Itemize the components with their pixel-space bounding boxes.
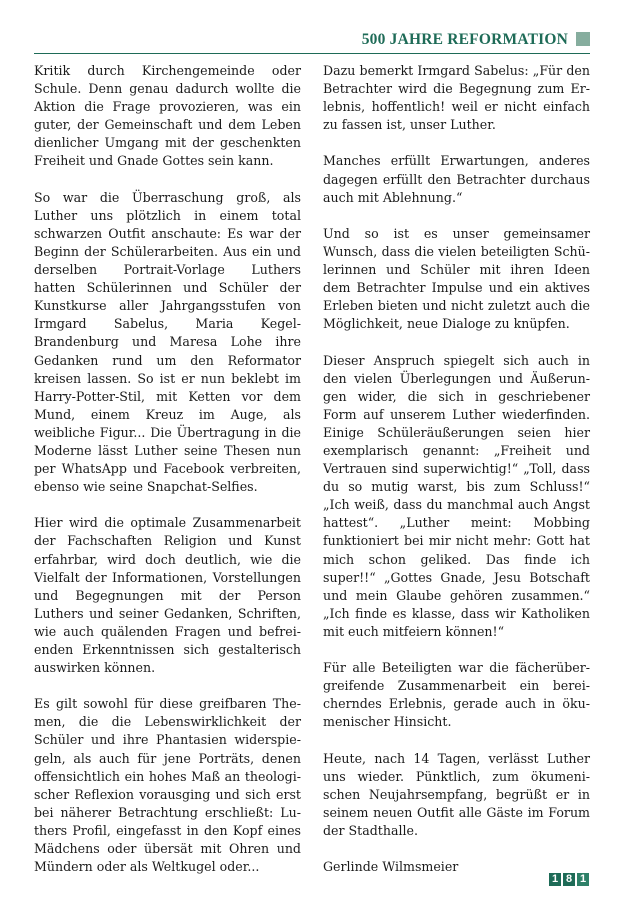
page-number	[549, 873, 589, 886]
left-column	[34, 62, 301, 894]
paragraph: Dieser Anspruch spiegelt sich auch in den vielen Überlegungen und Äußerungen wider, die sich in geschriebener Form auf unserem Luther wiederfinden. Einige Schüleräußerungen seien hier exemplarisch genannt: „Freiheit und Vertrauen sind superwichtig!“ „Toll, dass du so mutig warst, bis zum Schluss!“ „Ich weiß, dass du manchmal auch Angst hattest“. „Luther meint: Mobbing funktioniert bei mir nicht mehr: Gott hat mich schon geliked. Das finde ich super!!“ „Gottes Gnade, Jesu Botschaft und mein Glaube gehören zusammen.“ „Ich finde es klasse, dass wir Katholiken mit euch mitfeiern können!“	[323, 352, 590, 639]
paragraph: Heute, nach 14 Tagen, verlässt Luther uns wieder. Pünktlich, zum ökumenischen Neujahrsempfang, begrüßt er in seinem neuen Outfit alle Gäste im Forum der Stadthalle.	[323, 750, 590, 838]
header-square-decoration	[576, 32, 590, 46]
paragraph: Dazu bemerkt Irmgard Sabelus: „Für den Betrachter wird die Begegnung zum Erlebnis, hoffentlich! weil er nicht einfach zu fassen ist, unser Luther.	[323, 63, 590, 133]
page-number-digit: 1	[577, 873, 589, 886]
paragraph: Hier wird die optimale Zusammenarbeit der Fachschaften Religion und Kunst erfahrbar, wird doch deutlich, wie die Vielfalt der Informationen, Vorstellungen und Begegnungen mit der Person Luthers und seiner Gedanken, Schriften, wie auch quälenden Fragen und befreienden Erkenntnissen sich gestalterisch auswirken können.	[34, 515, 301, 676]
author-signature: Gerlinde Wilmsmeier	[323, 859, 459, 875]
page-header	[34, 26, 590, 54]
paragraph: Und so ist es unser gemeinsamer Wunsch, dass die vielen beteiligten Schülerinnen und Schüler mit ihren Ideen dem Betrachter Impulse und ein aktives Erleben bieten und nicht zuletzt auch die Möglichkeit, neue Dialoge zu knüpfen.	[323, 225, 590, 332]
page-number-digit: 1	[549, 873, 561, 886]
paragraph: Es gilt sowohl für diese greifbaren Themen, die die Lebenswirklichkeit der Schüler und ihre Phantasien widerspiegeln, als auch für jene Porträts, denen offensichtlich ein hohes Maß an theologischer Reflexion vorausging und sich erst bei näherer Betrachtung erschließt: Luthers Profil, eingefasst in den Kopf eines Mädchens oder übersät mit Ohren und Mündern oder als Weltkugel oder...	[34, 696, 301, 875]
page-number-digit: 8	[563, 873, 575, 886]
paragraph: Manches erfüllt Erwartungen, anderes dagegen erfüllt den Betrachter durchaus auch mit Ablehnung.“	[323, 153, 590, 205]
paragraph: Für alle Beteiligten war die fächerübergreifende Zusammenarbeit ein bereicherndes Erlebnis, gerade auch in ökumenischer Hinsicht.	[323, 660, 590, 730]
section-title: 500 JAHRE REFORMATION	[361, 31, 568, 48]
right-column	[323, 62, 590, 894]
paragraph: Kritik durch Kirchengemeinde oder Schule. Denn genau dadurch wollte die Aktion die Frage provozieren, was ein guter, der Gemeinschaft und dem Leben dienlicher Umgang mit der geschenkten Freiheit und Gnade Gottes sein kann.	[34, 63, 301, 169]
paragraph: So war die Überraschung groß, als Luther uns plötzlich in einem total schwarzen Outfit anschaute: Es war der Beginn der Schülerarbeiten. Aus ein und derselben Portrait-Vorlage Luthers hatten Schülerinnen und Schüler der Kunstkurse aller Jahrgangsstufen von Irmgard Sabelus, Maria Kegel-Brandenburg und Maresa Lohe ihre Gedanken rund um den Reformator kreisen lassen. So ist er nun beklebt im Harry-Potter-Stil, mit Ketten vor dem Mund, einem Kreuz im Auge, als weibliche Figur... Die Übertragung in die Moderne lässt Luther seine Thesen nun per WhatsApp und Facebook verbreiten, ebenso wie seine Snapchat-Selfies.	[34, 189, 301, 495]
